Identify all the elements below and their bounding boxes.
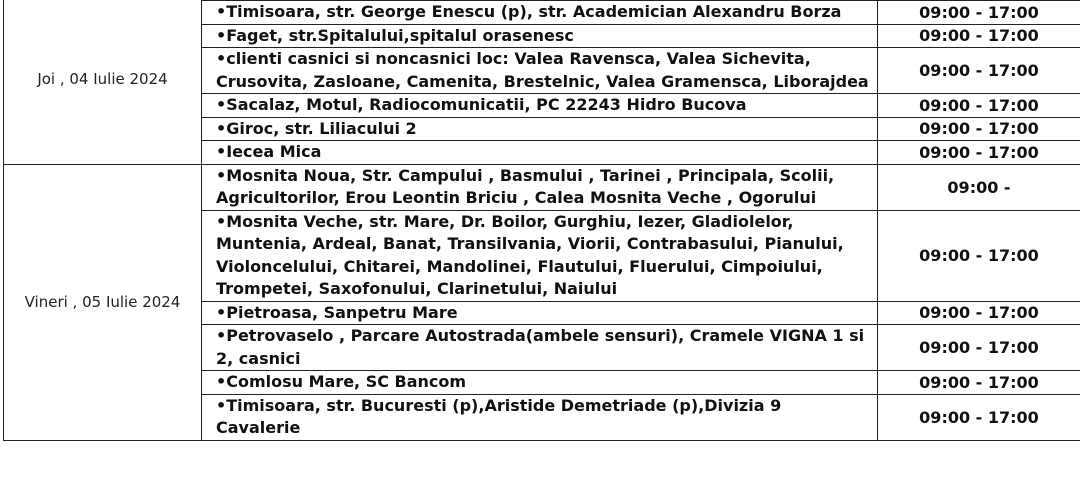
- hours-cell: 09:00 - 17:00: [878, 210, 1080, 301]
- location-cell: •Sacalaz, Motul, Radiocomunicatii, PC 22243 Hidro Bucova: [202, 94, 878, 118]
- hours-cell: 09:00 - 17:00: [878, 301, 1080, 325]
- hours-cell: 09:00 - 17:00: [878, 394, 1080, 440]
- hours-cell: 09:00 -: [878, 164, 1080, 210]
- location-cell: •Pietroasa, Sanpetru Mare: [202, 301, 878, 325]
- location-cell: •Iecea Mica: [202, 141, 878, 165]
- outage-schedule: [3, 0, 1080, 441]
- day-cell: Vineri , 05 Iulie 2024: [4, 164, 202, 440]
- day-cell: Joi , 04 Iulie 2024: [4, 0, 202, 164]
- location-cell: •Faget, str.Spitalului,spitalul orasenesc: [202, 24, 878, 48]
- hours-cell: 09:00 - 17:00: [878, 117, 1080, 141]
- schedule-table: [3, 0, 1080, 441]
- location-cell: •Giroc, str. Liliacului 2: [202, 117, 878, 141]
- hours-cell: 09:00 - 17:00: [878, 24, 1080, 48]
- hours-cell: 09:00 - 17:00: [878, 1, 1080, 25]
- location-cell: •Timisoara, str. George Enescu (p), str. Academician Alexandru Borza: [202, 1, 878, 25]
- location-cell: •Comlosu Mare, SC Bancom: [202, 371, 878, 395]
- table-row: [4, 164, 1080, 210]
- hours-cell: 09:00 - 17:00: [878, 141, 1080, 165]
- hours-cell: 09:00 - 17:00: [878, 371, 1080, 395]
- location-cell: •Timisoara, str. Bucuresti (p),Aristide Demetriade (p),Divizia 9 Cavalerie: [202, 394, 878, 440]
- location-cell: •Petrovaselo , Parcare Autostrada(ambele sensuri), Cramele VIGNA 1 si 2, casnici: [202, 325, 878, 371]
- hours-cell: 09:00 - 17:00: [878, 94, 1080, 118]
- hours-cell: 09:00 - 17:00: [878, 325, 1080, 371]
- location-cell: •Mosnita Noua, Str. Campului , Basmului , Tarinei , Principala, Scolii, Agricultorilor, Erou Leontin Briciu , Calea Mosnita Veche , Ogorului: [202, 164, 878, 210]
- location-cell: •clienti casnici si noncasnici loc: Valea Ravensca, Valea Sichevita, Crusovita, Zasloane, Camenita, Brestelnic, Valea Gramensca, Liborajdea: [202, 48, 878, 94]
- location-cell: •Mosnita Veche, str. Mare, Dr. Boilor, Gurghiu, Iezer, Gladiolelor, Muntenia, Ardeal, Banat, Transilvania, Viorii, Contrabasului, Pianului, Violoncelului, Chitarei, Mandolinei, Flautului, Fluerului, Cimpoiului, Trompetei, Saxofonului, Clarinetului, Naiului: [202, 210, 878, 301]
- hours-cell: 09:00 - 17:00: [878, 48, 1080, 94]
